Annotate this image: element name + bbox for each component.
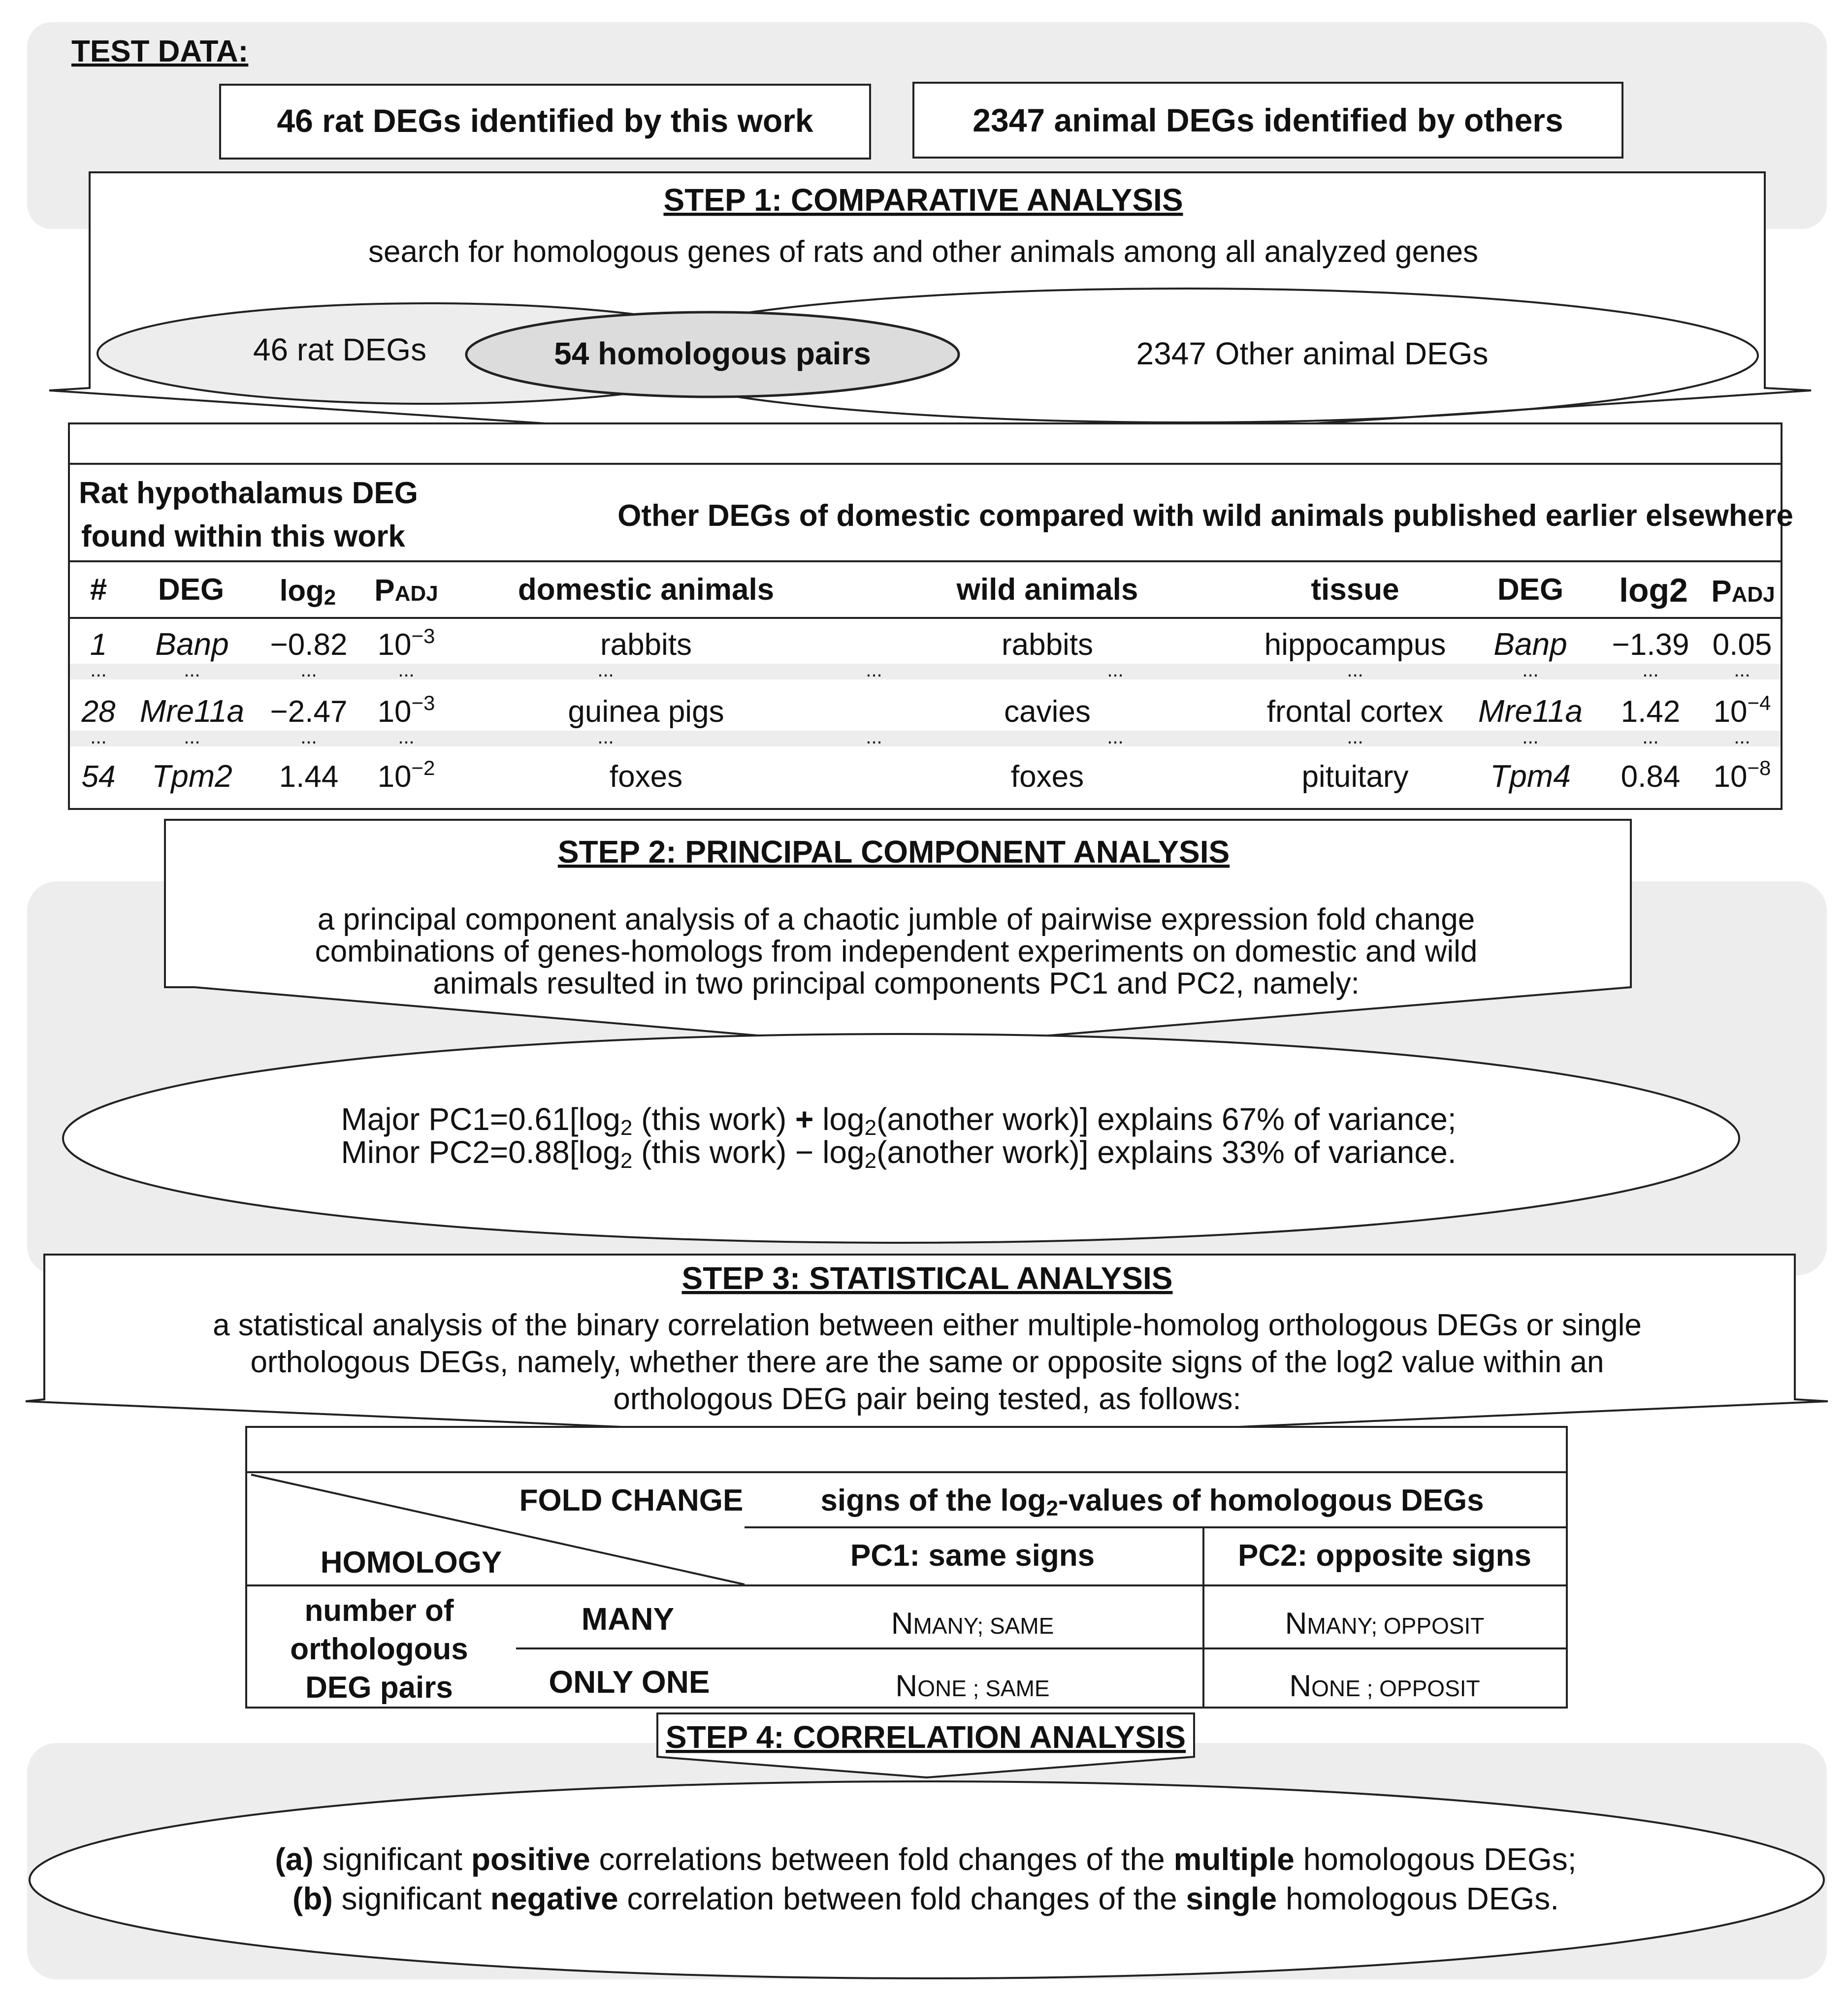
venn-left-label: 46 rat DEGs bbox=[253, 332, 427, 367]
row1-deg-other: Banp bbox=[1493, 626, 1567, 662]
ellipsis-col-wild: ... bbox=[1107, 726, 1124, 748]
test-data-heading: TEST DATA: bbox=[71, 34, 249, 68]
ellipsis-col-deg-other: ... bbox=[1522, 659, 1539, 681]
ellipsis-col-index: ... bbox=[90, 726, 107, 748]
ellipsis-col-deg-other: ... bbox=[1522, 726, 1539, 748]
row28-tissue: frontal cortex bbox=[1266, 695, 1444, 729]
col-header-domestic: domestic animals bbox=[518, 573, 775, 607]
ellipsis-col-deg: ... bbox=[184, 726, 200, 748]
venn-center-label: 54 homologous pairs bbox=[554, 336, 871, 371]
row-label-line1: number of bbox=[304, 1594, 454, 1628]
row28-deg-other: Mre11a bbox=[1478, 693, 1583, 729]
ellipsis-col-mid: ... bbox=[866, 659, 882, 681]
col-header-padj-other: PADJ bbox=[1711, 575, 1775, 609]
cell-many-same: NMANY; SAME bbox=[891, 1607, 1054, 1641]
row28-domestic: guinea pigs bbox=[568, 695, 724, 729]
ellipsis-col-padj: ... bbox=[398, 659, 415, 681]
row54-tissue: pituitary bbox=[1301, 760, 1409, 794]
ellipsis-col-padj-other: ... bbox=[1734, 726, 1751, 748]
venn-right-label: 2347 Other animal DEGs bbox=[1136, 336, 1489, 371]
row1-log2: −0.82 bbox=[270, 628, 348, 662]
box-animal-degs-label: 2347 animal DEGs identified by others bbox=[973, 102, 1563, 138]
ellipsis-col-log2: ... bbox=[300, 659, 317, 681]
pca-pc2: Minor PC2=0.88[log2 (this work) − log2(another work)] explains 33% of variance. bbox=[341, 1134, 1457, 1173]
conclusion-line-b: (b) significant negative correlation between fold changes of the single homologous DEGs. bbox=[292, 1881, 1559, 1916]
row54-padj-other: $10^{-8}$ bbox=[1713, 756, 1771, 794]
signs-header: signs of the log2-values of homologous DEGs bbox=[820, 1484, 1484, 1520]
col-header-log2-rat: log2 bbox=[279, 574, 336, 610]
ellipsis-col-padj: ... bbox=[398, 726, 415, 748]
ellipsis-col-domestic: ... bbox=[597, 726, 614, 748]
row28-padj-other: $10^{-4}$ bbox=[1713, 691, 1771, 729]
ellipsis-col-deg: ... bbox=[184, 659, 200, 681]
step1-description: search for homologous genes of rats and other animals among all analyzed genes bbox=[368, 235, 1479, 269]
many-label: MANY bbox=[581, 1601, 675, 1637]
step3-title: STEP 3: STATISTICAL ANALYSIS bbox=[681, 1260, 1173, 1296]
row1-log2-other: −1.39 bbox=[1612, 628, 1689, 662]
box-rat-degs-label: 46 rat DEGs identified by this work bbox=[277, 102, 813, 139]
col-header-deg-rat: DEG bbox=[158, 573, 225, 607]
only-one-label: ONLY ONE bbox=[549, 1664, 710, 1700]
step3-description-line1: a statistical analysis of the binary correlation between either multiple-homolog orthologous DEGs or single bbox=[213, 1308, 1642, 1342]
step1-title: STEP 1: COMPARATIVE ANALYSIS bbox=[663, 182, 1183, 218]
conclusion-line-a: (a) significant positive correlations between fold changes of the multiple homologous DEGs; bbox=[275, 1841, 1577, 1877]
ellipsis-col-wild: ... bbox=[1107, 659, 1124, 681]
col-header-index: # bbox=[90, 573, 107, 607]
ellipsis-col-log2-other: ... bbox=[1642, 726, 1659, 748]
step2-description-line3: animals resulted in two principal components PC1 and PC2, namely: bbox=[433, 967, 1360, 1000]
col-header-tissue: tissue bbox=[1311, 573, 1399, 607]
ellipsis-col-mid: ... bbox=[866, 726, 882, 748]
deg-table-group-left-line2: found within this work bbox=[81, 519, 405, 553]
deg-table-group-right: Other DEGs of domestic compared with wild animals published earlier elsewhere bbox=[617, 499, 1793, 533]
row1-wild: rabbits bbox=[1001, 628, 1094, 662]
ellipsis-col-log2: ... bbox=[300, 726, 317, 748]
row54-log2-other: 0.84 bbox=[1621, 760, 1681, 794]
row54-log2: 1.44 bbox=[279, 760, 339, 794]
row54-wild: foxes bbox=[1010, 760, 1084, 794]
row54-index: 54 bbox=[81, 760, 116, 794]
col-header-wild: wild animals bbox=[956, 573, 1138, 607]
step4-title: STEP 4: CORRELATION ANALYSIS bbox=[665, 1719, 1186, 1755]
homology-table bbox=[246, 1427, 1567, 1708]
col-header-padj-rat: PADJ bbox=[374, 574, 438, 608]
row28-padj: $10^{-3}$ bbox=[377, 691, 435, 729]
conclusion-ellipse bbox=[30, 1781, 1824, 1978]
ellipsis-col-padj-other: ... bbox=[1734, 659, 1751, 681]
homology-label: HOMOLOGY bbox=[320, 1546, 502, 1580]
row-label-line2: orthologous bbox=[290, 1632, 468, 1666]
row28-deg: Mre11a bbox=[139, 693, 245, 729]
row1-domestic: rabbits bbox=[600, 628, 692, 662]
row54-deg-other: Tpm4 bbox=[1490, 758, 1571, 794]
row-label-line3: DEG pairs bbox=[305, 1671, 453, 1705]
row28-index: 28 bbox=[81, 695, 116, 729]
ellipsis-col-log2-other: ... bbox=[1642, 659, 1659, 681]
row28-log2: −2.47 bbox=[270, 695, 348, 729]
row54-domestic: foxes bbox=[609, 760, 683, 794]
row1-padj: $10^{-3}$ bbox=[377, 624, 435, 662]
cell-one-same: NONE ; SAME bbox=[895, 1669, 1050, 1703]
step2-description-line1: a principal component analysis of a chaotic jumble of pairwise expression fold change bbox=[317, 903, 1475, 936]
col-header-log2-other: log2 bbox=[1619, 572, 1688, 609]
pca-pc1: Major PC1=0.61[log2 (this work) + log2(another work)] explains 67% of variance; bbox=[341, 1101, 1457, 1140]
fold-change-label: FOLD CHANGE bbox=[519, 1484, 744, 1517]
deg-table bbox=[69, 423, 1793, 809]
step3-description-line3: orthologous DEG pair being tested, as follows: bbox=[613, 1382, 1241, 1416]
row1-deg: Banp bbox=[155, 626, 229, 662]
row54-padj: $10^{-2}$ bbox=[377, 756, 435, 794]
row28-wild: cavies bbox=[1004, 695, 1091, 729]
cell-one-opposit: NONE ; OPPOSIT bbox=[1289, 1669, 1480, 1703]
ellipsis-col-index: ... bbox=[90, 659, 107, 681]
cell-many-opposit: NMANY; OPPOSIT bbox=[1285, 1607, 1485, 1641]
deg-table-group-left-line1: Rat hypothalamus DEG bbox=[79, 476, 418, 510]
col-header-deg-other: DEG bbox=[1497, 573, 1564, 607]
step2-title: STEP 2: PRINCIPAL COMPONENT ANALYSIS bbox=[557, 834, 1230, 870]
ellipsis-col-tissue: ... bbox=[1347, 726, 1363, 748]
ellipsis-col-domestic: ... bbox=[597, 659, 614, 681]
step2-description-line2: combinations of genes-homologs from independent experiments on domestic and wild bbox=[315, 935, 1478, 968]
step3-description-line2: orthologous DEGs, namely, whether there are the same or opposite signs of the log2 value within an bbox=[250, 1345, 1604, 1379]
row1-tissue: hippocampus bbox=[1264, 628, 1446, 662]
row1-index: 1 bbox=[90, 628, 107, 662]
ellipsis-col-tissue: ... bbox=[1347, 659, 1363, 681]
row1-padj-other: 0.05 bbox=[1712, 628, 1772, 662]
pc2-header: PC2: opposite signs bbox=[1238, 1539, 1531, 1573]
row28-log2-other: 1.42 bbox=[1621, 695, 1681, 729]
row54-deg: Tpm2 bbox=[152, 758, 232, 794]
pc1-header: PC1: same signs bbox=[850, 1539, 1095, 1573]
